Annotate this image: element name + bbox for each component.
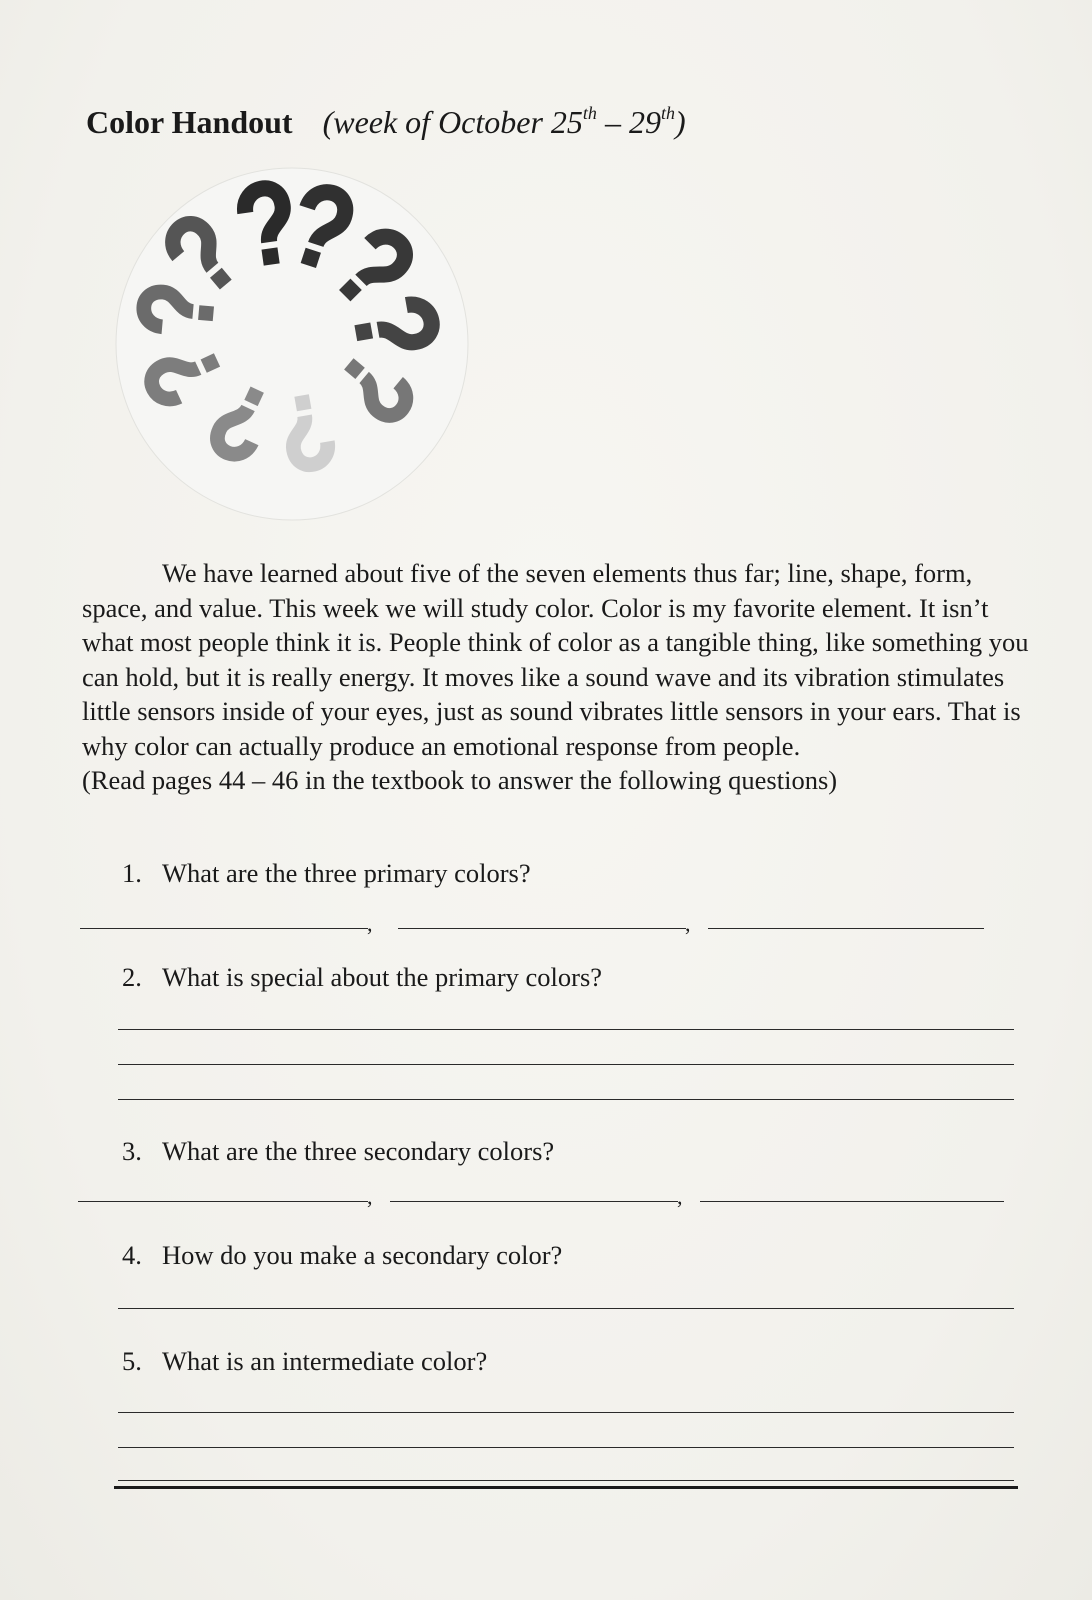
- subtitle-sup-2: th: [660, 103, 675, 123]
- subtitle-start: (week of October 25: [322, 104, 583, 140]
- question-number: 4.: [122, 1240, 142, 1270]
- question-number: 5.: [122, 1346, 142, 1376]
- question-mark-wheel-illustration: [112, 164, 472, 524]
- intro-paragraph: We have learned about five of the seven elements thus far; line, shape, form, space, and value. This week we will study color. Color is my favorite element. It isn’t what most people think it is. People think of color as a tangible thing, like something you can hold, but it is really energy. It moves like a sound wave and its vibration stimulates little sensors inside of your eyes, just as sound vibrates little sensors in your ears. That is why color can actually produce an emotional response from people.: [82, 558, 1029, 761]
- answer-line-3c[interactable]: [700, 1201, 1004, 1202]
- question-number: 3.: [122, 1136, 142, 1166]
- answer-line-5a[interactable]: [118, 1412, 1014, 1413]
- answer-line-5c[interactable]: [118, 1480, 1014, 1481]
- question-text: What is an intermediate color?: [162, 1346, 488, 1376]
- answer-line-2b[interactable]: [118, 1064, 1014, 1065]
- question-3: [122, 1136, 554, 1167]
- answer-line-4[interactable]: [118, 1308, 1014, 1309]
- bottom-rule: [114, 1486, 1018, 1489]
- subtitle-end: ): [674, 104, 686, 140]
- subtitle-middle: – 29: [596, 104, 661, 140]
- question-2: [122, 962, 602, 993]
- answer-separator: ,: [677, 1184, 683, 1209]
- question-1: [122, 858, 531, 889]
- question-text: How do you make a secondary color?: [162, 1240, 563, 1270]
- page-title: Color Handout: [86, 104, 293, 140]
- answer-line-1c[interactable]: [708, 928, 984, 929]
- answer-separator: ,: [367, 1184, 373, 1209]
- subtitle-sup-1: th: [582, 103, 597, 123]
- answer-line-1a[interactable]: [80, 928, 368, 929]
- question-text: What are the three secondary colors?: [162, 1136, 555, 1166]
- answer-separator: ,: [685, 911, 691, 936]
- page-subtitle: [323, 104, 686, 140]
- question-number: 2.: [122, 962, 142, 992]
- question-number: 1.: [122, 858, 142, 888]
- question-text: What is special about the primary colors?: [162, 962, 603, 992]
- header: [86, 104, 686, 141]
- question-4: [122, 1240, 562, 1271]
- answer-line-2a[interactable]: [118, 1029, 1014, 1030]
- reading-instruction: (Read pages 44 – 46 in the textbook to answer the following questions): [82, 765, 838, 795]
- answer-line-3a[interactable]: [78, 1201, 368, 1202]
- answer-line-3b[interactable]: [390, 1201, 678, 1202]
- answer-separator: ,: [367, 911, 373, 936]
- answer-line-2c[interactable]: [118, 1099, 1014, 1100]
- question-text: What are the three primary colors?: [162, 858, 531, 888]
- answer-line-1b[interactable]: [398, 928, 686, 929]
- answer-line-5b[interactable]: [118, 1447, 1014, 1448]
- intro-text: [82, 556, 1040, 798]
- question-5: [122, 1346, 487, 1377]
